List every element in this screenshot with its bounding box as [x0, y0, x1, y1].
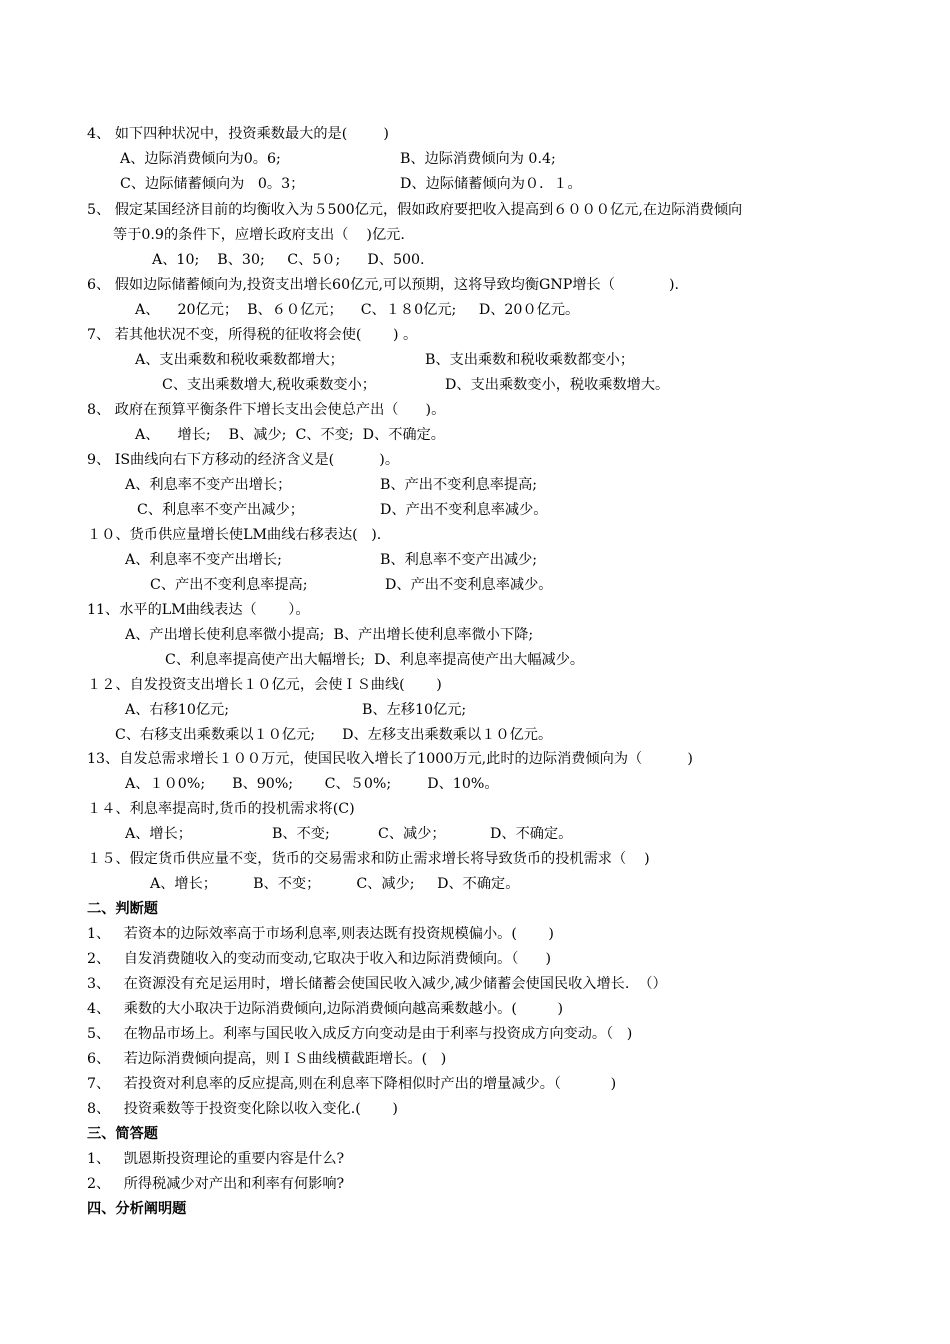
option-4a: A、边际消费倾向为0。6;	[120, 151, 281, 167]
short-answer-1: 1、 凯恩斯投资理论的重要内容是什么?	[87, 1151, 345, 1167]
question-5: 5、 假定某国经济目前的均衡收入为５500亿元，假如政府要把收入提高到６０００亿元,在边际消费倾向	[87, 202, 743, 218]
question-4: 4、 如下四种状况中，投资乘数最大的是( )	[87, 126, 389, 142]
option-10c: C、产出不变利息率提高;	[150, 577, 308, 593]
option-4d: D、边际储蓄倾向为０．１。	[400, 176, 582, 192]
option-7c: C、支出乘数增大,税收乘数变小；	[162, 377, 376, 393]
option-12b: B、左移10亿元;	[362, 702, 467, 718]
judgement-1: 1、 若资本的边际效率高于市场利息率,则表达既有投资规模偏小。( )	[87, 926, 554, 942]
question-12: １２、自发投资支出增长１０亿元，会使ＩＳ曲线( )	[87, 677, 442, 693]
option-4c: C、边际储蓄倾向为 0。3；	[120, 176, 305, 192]
options-12-cd: C、右移支出乘数乘以１０亿元; D、左移支出乘数乘以１０亿元。	[115, 727, 553, 743]
question-8: 8、 政府在预算平衡条件下增长支出会使总产出（ )。	[87, 402, 446, 418]
judgement-7: 7、 若投资对利息率的反应提高,则在利息率下降相似时产出的增量减少。（ )	[87, 1076, 617, 1092]
option-14d: D、不确定。	[490, 826, 573, 842]
option-10b: B、利息率不变产出减少;	[380, 552, 538, 568]
short-answer-2: 2、 所得税减少对产出和利率有何影响?	[87, 1176, 345, 1192]
judgement-5: 5、 在物品市场上。利率与国民收入成反方向变动是由于利率与投资成方向变动。（ )	[87, 1026, 633, 1042]
question-14: １４、利息率提高时,货币的投机需求将(C)	[87, 801, 355, 817]
judgement-4: 4、 乘数的大小取决于边际消费倾向,边际消费倾向越高乘数越小。( )	[87, 1001, 563, 1017]
question-15: １５、假定货币供应量不变，货币的交易需求和防止需求增长将导致货币的投机需求（ )	[87, 851, 650, 867]
judgement-6: 6、 若边际消费倾向提高，则ＩＳ曲线横截距增长。( )	[87, 1051, 447, 1067]
option-14c: C、减少；	[378, 826, 446, 842]
question-11: 11、水平的LM曲线表达（ ）。	[87, 602, 310, 618]
option-12a: A、右移10亿元;	[125, 702, 230, 718]
option-4b: B、边际消费倾向为 0.4;	[400, 151, 556, 167]
section-short-answer-heading: 三、简答题	[87, 1126, 158, 1142]
option-14a: A、增长；	[125, 826, 192, 842]
option-9c: C、利息率不变产出减少；	[137, 502, 304, 518]
question-7: 7、 若其他状况不变，所得税的征收将会使( ) 。	[87, 327, 418, 343]
options-13: A、１０0%; B、90%; C、５0%; D、10%。	[125, 776, 499, 792]
question-5-cont: 等于0.9的条件下，应增长政府支出（ )亿元.	[113, 227, 405, 243]
options-11-cd: C、利息率提高使产出大幅增长; D、利息率提高使产出大幅减少。	[165, 652, 585, 668]
option-7a: A、支出乘数和税收乘数都增大；	[135, 352, 344, 368]
options-8: A、 增长; B、减少; C、不变; D、不确定。	[135, 427, 445, 443]
options-6: A、 20亿元； B、６０亿元； C、１８0亿元; D、20０亿元。	[135, 302, 580, 318]
option-9d: D、产出不变利息率减少。	[380, 502, 548, 518]
option-7b: B、支出乘数和税收乘数都变小；	[425, 352, 635, 368]
question-6: 6、 假如边际储蓄倾向为,投资支出增长60亿元,可以预期，这将导致均衡GNP增长（ ).	[87, 277, 680, 293]
section-analysis-heading: 四、分析阐明题	[87, 1201, 187, 1217]
options-5: A、10; B、30; C、5０; D、500.	[152, 252, 425, 268]
question-13: 13、自发总需求增长１００万元，使国民收入增长了1000万元,此时的边际消费倾向为（ )	[87, 751, 693, 767]
judgement-8: 8、 投资乘数等于投资变化除以收入变化.( )	[87, 1101, 398, 1117]
section-judgement-heading: 二、判断题	[87, 901, 158, 917]
question-10: １０、货币供应量增长使LM曲线右移表达( ).	[87, 527, 382, 543]
option-14b: B、不变;	[272, 826, 330, 842]
option-9a: A、利息率不变产出增长；	[125, 477, 292, 493]
question-9: 9、 IS曲线向右下方移动的经济含义是( )。	[87, 452, 400, 468]
option-9b: B、产出不变利息率提高;	[380, 477, 538, 493]
judgement-2: 2、 自发消费随收入的变动而变动,它取决于收入和边际消费倾向。（ )	[87, 951, 551, 967]
option-10a: A、利息率不变产出增长;	[125, 552, 282, 568]
option-7d: D、支出乘数变小，税收乘数增大。	[445, 377, 670, 393]
judgement-3: 3、 在资源没有充足运用时，增长储蓄会使国民收入减少,减少储蓄会使国民收入增长. （）	[87, 976, 667, 992]
option-10d: D、产出不变利息率减少。	[385, 577, 553, 593]
options-15: A、增长； B、不变； C、减少; D、不确定。	[150, 876, 520, 892]
options-11-ab: A、产出增长使利息率微小提高; B、产出增长使利息率微小下降;	[125, 627, 534, 643]
